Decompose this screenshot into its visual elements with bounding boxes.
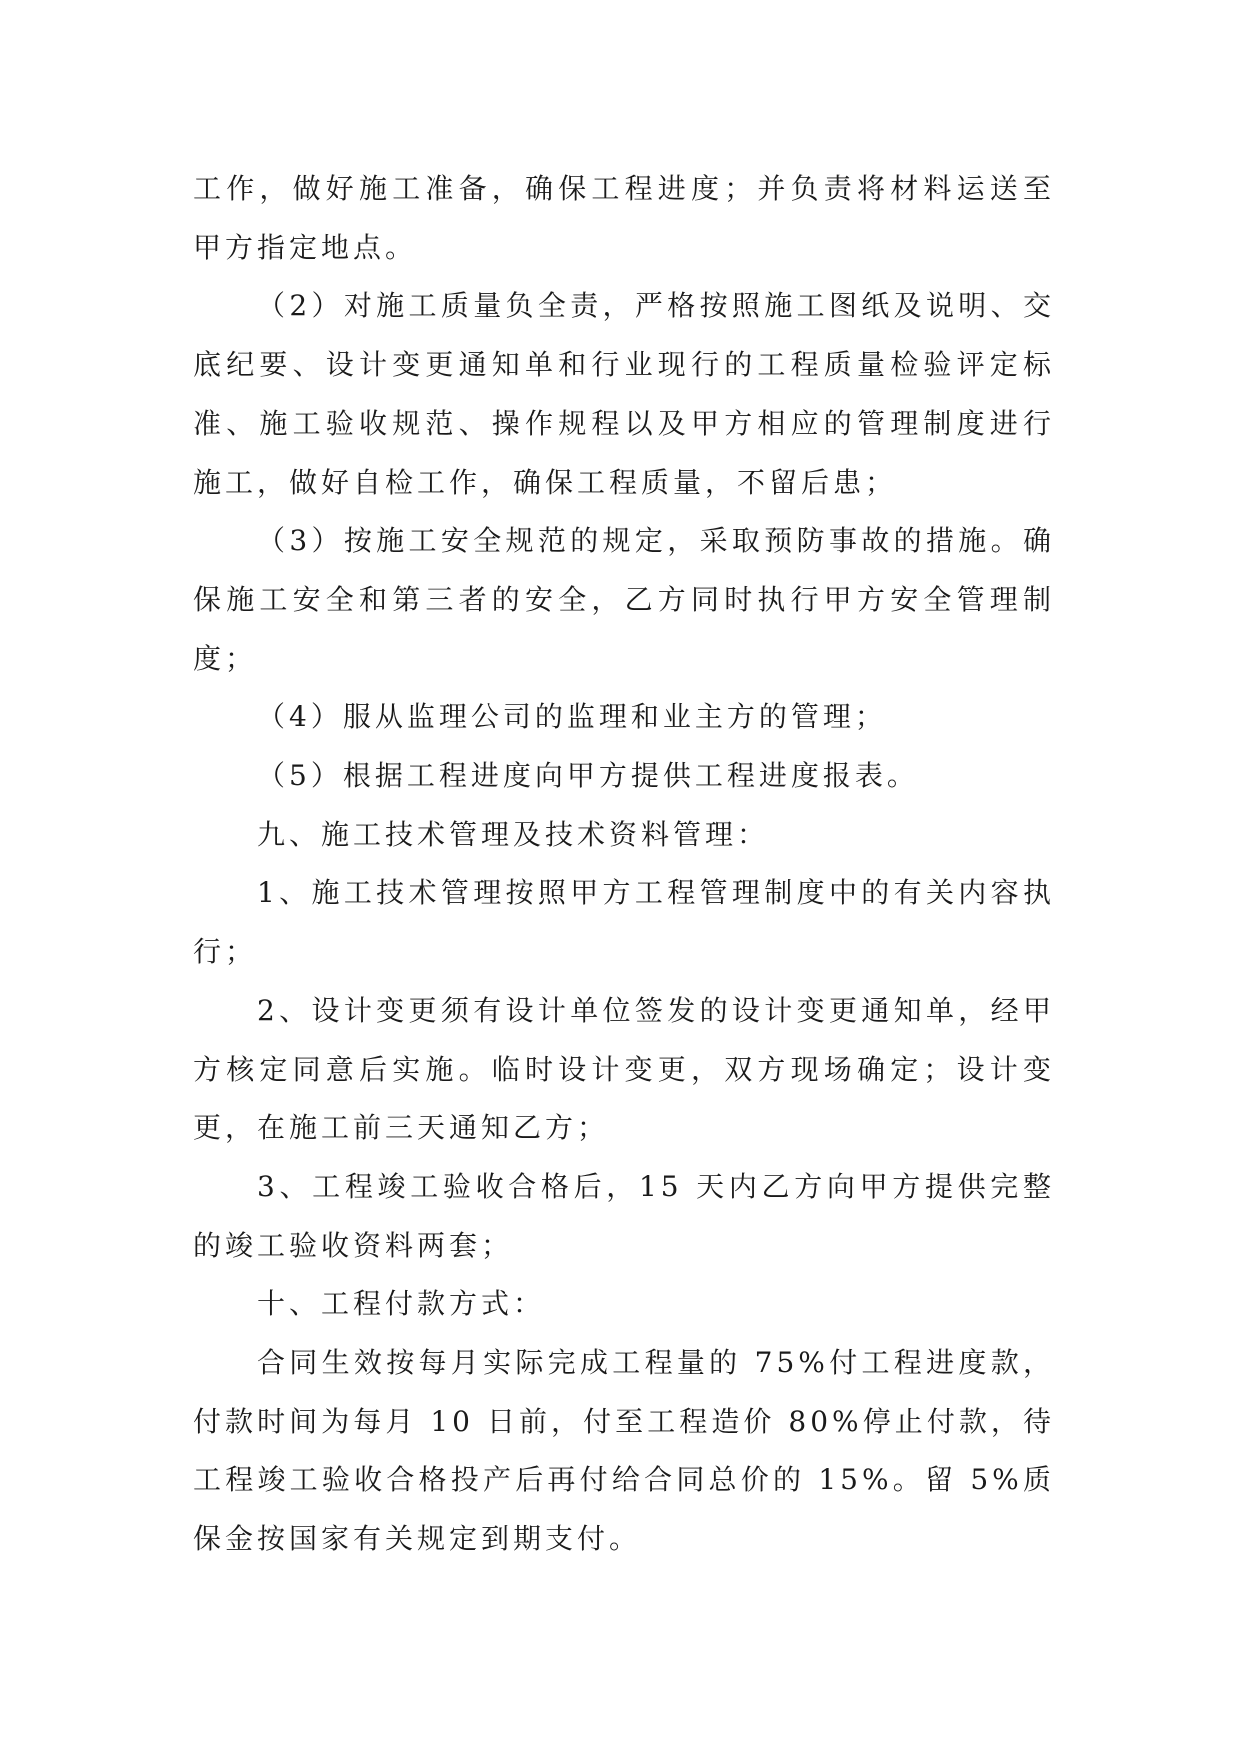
paragraph-item-4: （4）服从监理公司的监理和业主方的管理； — [257, 700, 887, 734]
section-heading-9: 九、施工技术管理及技术资料管理： — [257, 817, 770, 851]
paragraph-payment-terms: 合同生效按每月实际完成工程量的 75%付工程进度款，付款时间为每月 10 日前，付至工程造价 80%停止付款，待工程竣工验收合格投产后再付给合同总价的 15%。留 5%质保金按国家有关规定到期支付。 — [193, 1346, 1055, 1556]
paragraph-item-2: （2）对施工质量负全责，严格按照施工图纸及说明、交底纪要、设计变更通知单和行业现行的工程质量检验评定标准、施工验收规范、操作规程以及甲方相应的管理制度进行施工，做好自检工作，确保工程质量，不留后患； — [193, 289, 1055, 499]
document-page — [193, 160, 1055, 1569]
paragraph-item-5: （5）根据工程进度向甲方提供工程进度报表。 — [257, 759, 919, 793]
paragraph-item-3: （3）按施工安全规范的规定，采取预防事故的措施。确保施工安全和第三者的安全，乙方同时执行甲方安全管理制度； — [193, 524, 1055, 675]
paragraph-continuation: 工作，做好施工准备，确保工程进度；并负责将材料运送至甲方指定地点。 — [193, 172, 1055, 264]
section-heading-10: 十、工程付款方式： — [257, 1287, 546, 1321]
paragraph-9-3: 3、工程竣工验收合格后，15 天内乙方向甲方提供完整的竣工验收资料两套； — [193, 1169, 1055, 1262]
paragraph-9-1: 1、施工技术管理按照甲方工程管理制度中的有关内容执行； — [193, 876, 1055, 969]
paragraph-9-2: 2、设计变更须有设计单位签发的设计变更通知单，经甲方核定同意后实施。临时设计变更，双方现场确定；设计变更，在施工前三天通知乙方； — [193, 993, 1055, 1145]
